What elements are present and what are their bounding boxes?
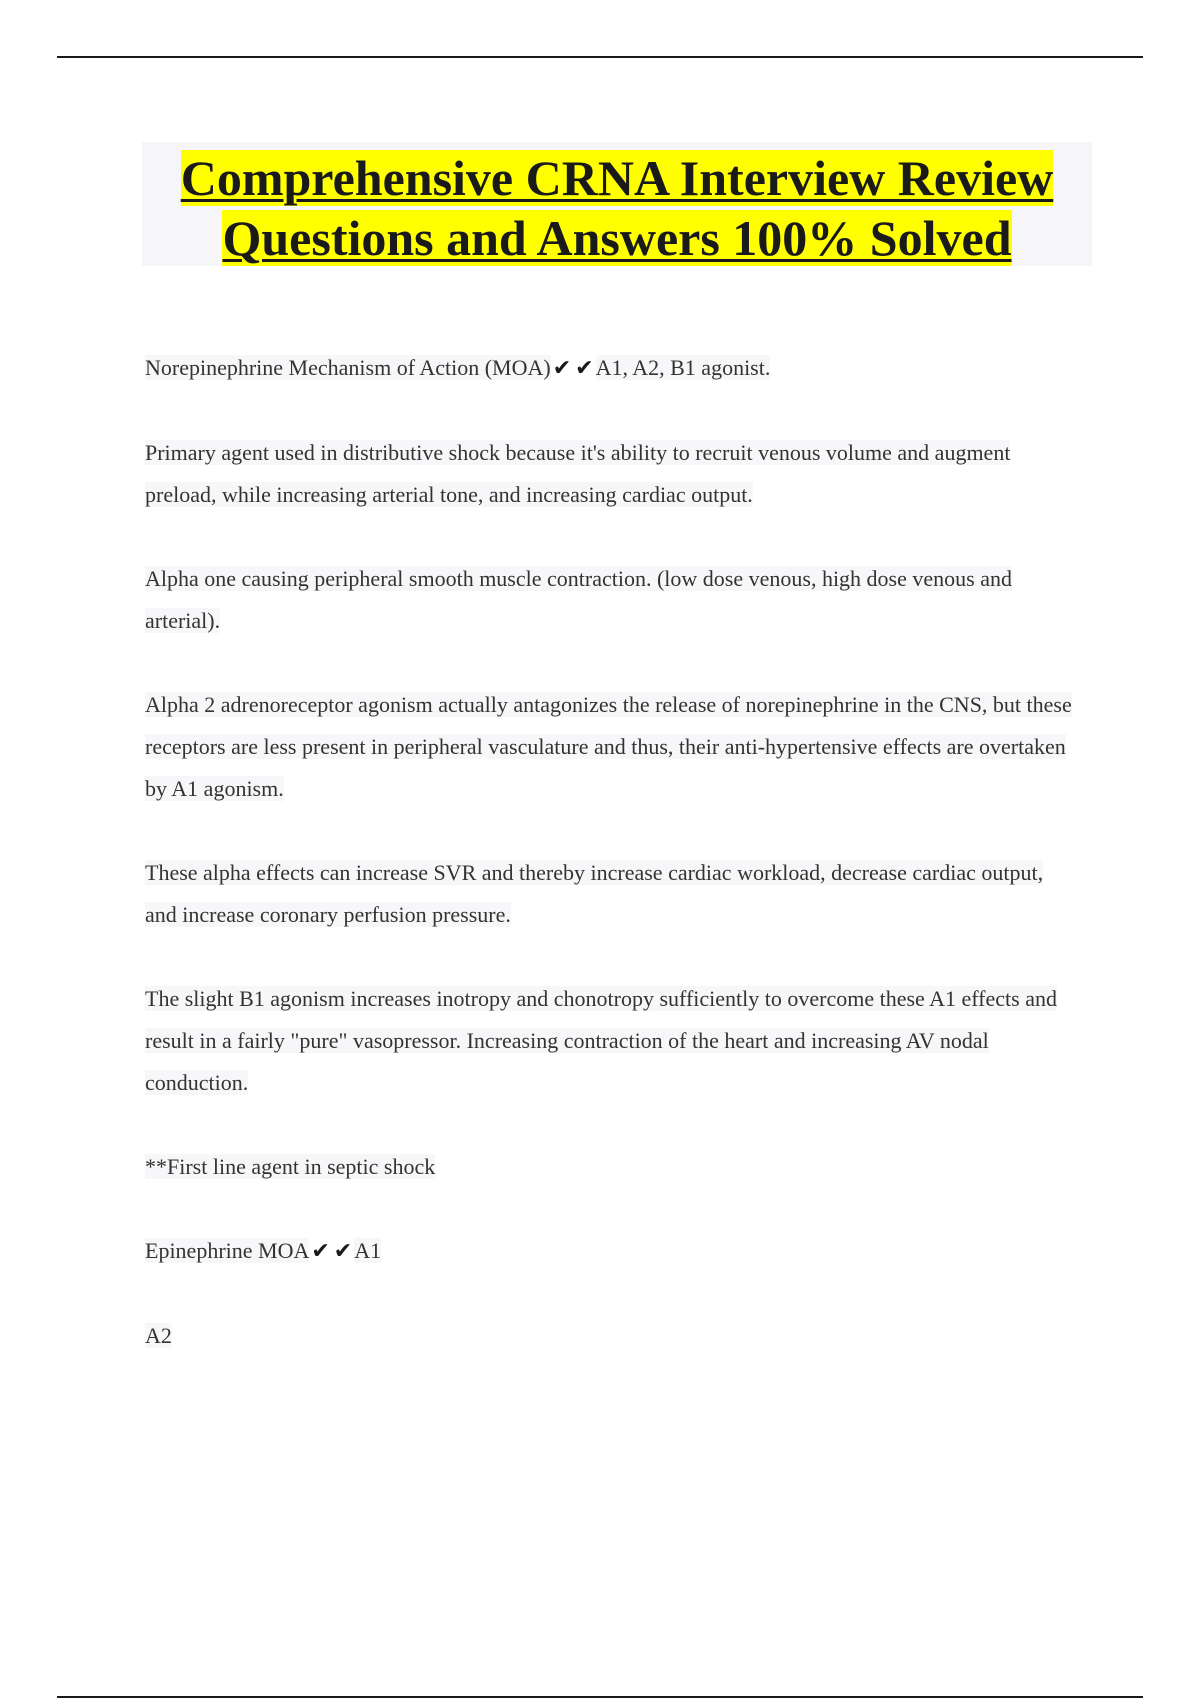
bottom-rule: [57, 1696, 1143, 1698]
check-icon: ✔: [333, 1239, 353, 1264]
question-norepinephrine: [145, 347, 1075, 390]
answer-paragraph: A2: [145, 1323, 172, 1348]
answer-paragraph: Alpha one causing peripheral smooth muscle contraction. (low dose venous, high dose venous and arterial).: [145, 566, 1012, 633]
question-epinephrine: [145, 1230, 1075, 1273]
document-body: [145, 347, 1075, 1399]
check-icon: ✔: [575, 356, 594, 381]
question-text: Norepinephrine Mechanism of Action (MOA): [145, 355, 551, 380]
answer-text: A1: [354, 1238, 382, 1263]
question-text: Epinephrine MOA: [145, 1238, 310, 1263]
answer-paragraph: These alpha effects can increase SVR and thereby increase cardiac workload, decrease cardiac output, and increase coronary perfusion pressure.: [145, 860, 1044, 927]
title-line-2: Questions and Answers 100% Solved: [222, 210, 1012, 266]
document-title: [142, 142, 1092, 266]
answer-paragraph: Primary agent used in distributive shock because it's ability to recruit venous volume and augment preload, while increasing arterial tone, and increasing cardiac output.: [145, 440, 1011, 507]
title-line-1: Comprehensive CRNA Interview Review: [180, 150, 1054, 206]
answer-text: A1, A2, B1 agonist.: [595, 355, 771, 380]
answer-paragraph: The slight B1 agonism increases inotropy and chonotropy sufficiently to overcome these A1 effects and result in a fairly "pure" vasopressor. Increasing contraction of the heart and increasing AV nodal conduction.: [145, 986, 1057, 1095]
answer-paragraph: Alpha 2 adrenoreceptor agonism actually antagonizes the release of norepinephrine in the CNS, but these receptors are less present in peripheral vasculature and thus, their anti-hypertensive effects are overtaken by A1 agonism.: [145, 692, 1072, 801]
answer-paragraph: **First line agent in septic shock: [145, 1154, 436, 1179]
check-icon: ✔: [552, 356, 572, 381]
check-icon: ✔: [311, 1239, 330, 1264]
top-rule: [57, 56, 1143, 58]
